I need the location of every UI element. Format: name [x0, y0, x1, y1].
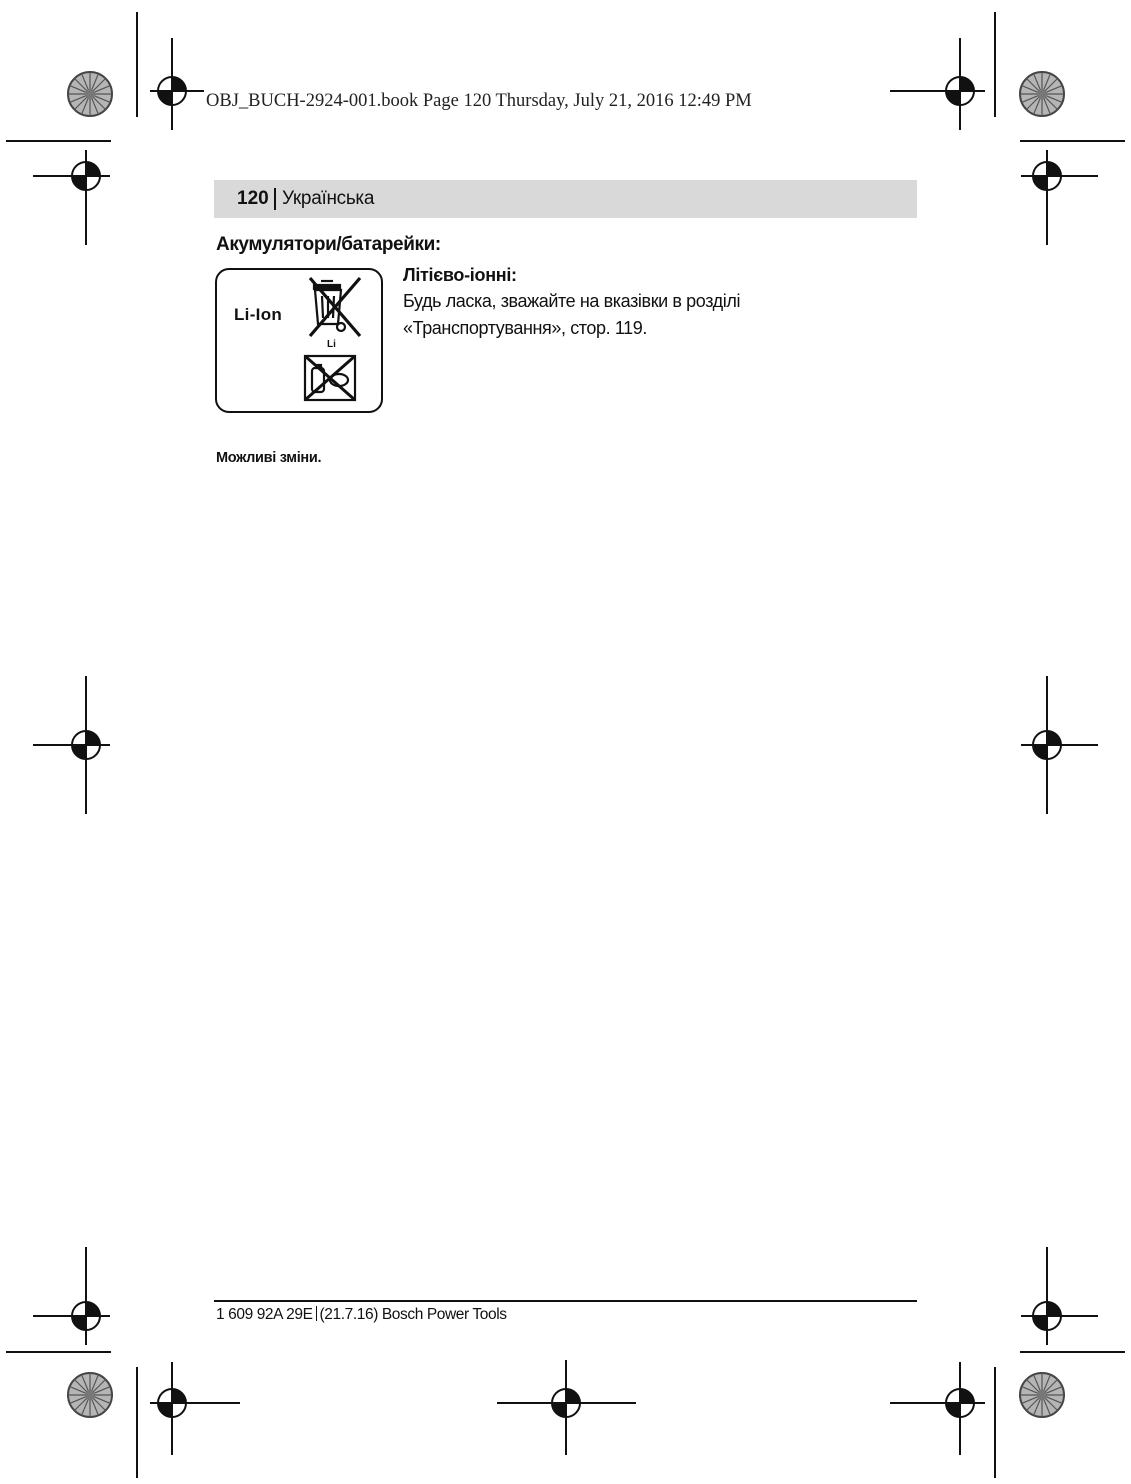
- body-text-line-1: Будь ласка, зважайте на вказівки в розділі: [403, 291, 741, 311]
- print-slug: OBJ_BUCH-2924-001.book Page 120 Thursday, July 21, 2016 12:49 PM: [204, 89, 866, 113]
- li-ion-disposal-symbol: [215, 268, 383, 413]
- crossed-battery-icon: [305, 356, 355, 400]
- footer-divider: [316, 1306, 317, 1321]
- page-number: 120: [237, 188, 269, 209]
- header-divider: [274, 188, 276, 210]
- crop-lines: [6, 12, 1125, 1478]
- body-text-line-2: «Транспортування», стор. 119.: [403, 318, 647, 338]
- li-ion-label: Li-Ion: [234, 305, 283, 324]
- footer-rule: [214, 1300, 917, 1302]
- changes-note: Можливі зміни.: [216, 450, 322, 466]
- subheading-li-ion: Літієво-іонні:: [403, 265, 517, 285]
- footer-date-brand: (21.7.16) Bosch Power Tools: [319, 1306, 507, 1323]
- crossed-bin-icon: [310, 278, 360, 336]
- page-footer: [216, 1304, 507, 1326]
- page-language: Українська: [282, 188, 375, 209]
- section-heading: Акумулятори/батарейки:: [216, 234, 441, 255]
- li-chem-label: Li: [327, 339, 336, 350]
- footer-doc-code: 1 609 92A 29E: [216, 1306, 313, 1323]
- disposal-icons: [217, 270, 381, 411]
